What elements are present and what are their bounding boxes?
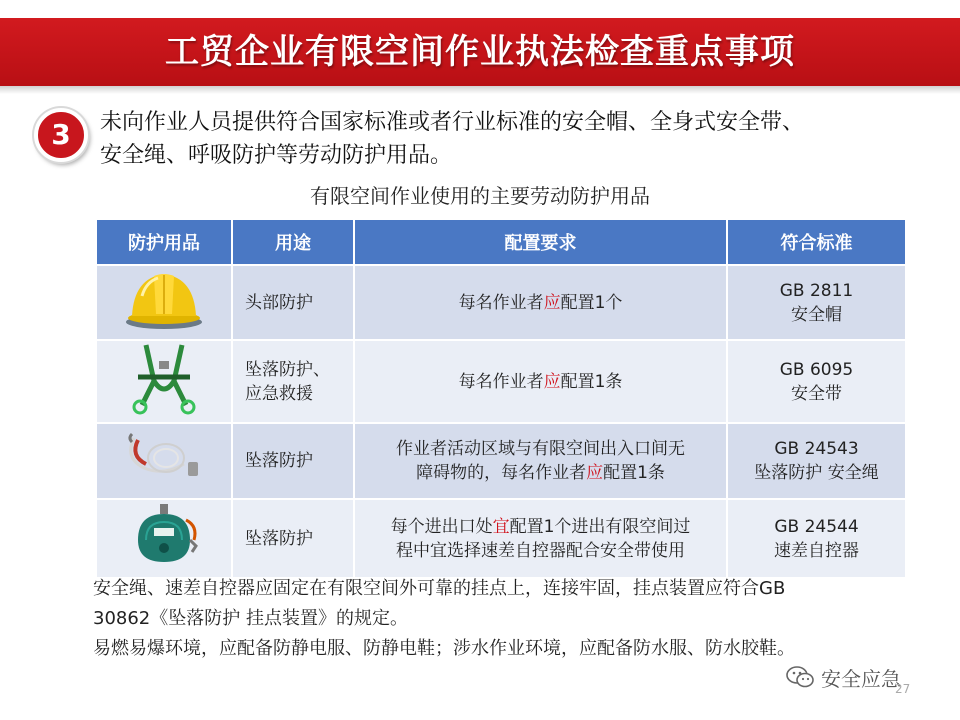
banner-shadow xyxy=(0,86,960,94)
requirement-text: 每名作业者 xyxy=(458,371,544,392)
requirement-text: 每名作业者 xyxy=(458,292,544,313)
standard-name: 安全帽 xyxy=(791,304,842,325)
standard-name: 速差自控器 xyxy=(774,540,859,561)
self-retracting-lifeline-icon xyxy=(124,500,204,570)
harness-image-cell xyxy=(97,340,232,423)
rope-image-cell xyxy=(97,423,232,499)
table-row xyxy=(97,499,905,577)
lifeline-image-cell xyxy=(97,499,232,577)
header-cell-standard: 符合标准 xyxy=(727,220,905,265)
requirement-emphasis: 宜 xyxy=(492,516,510,537)
requirement-emphasis: 应 xyxy=(543,292,561,313)
use-cell xyxy=(232,499,354,577)
header-cell-equipment: 防护用品 xyxy=(97,220,232,265)
use-line: 坠落防护、 xyxy=(245,359,330,380)
helmet-image-cell xyxy=(97,265,232,340)
table-caption: 有限空间作业使用的主要劳动防护用品 xyxy=(310,184,650,208)
requirement-cell xyxy=(354,265,727,340)
page-number: 27 xyxy=(895,682,911,696)
requirement-cell xyxy=(354,499,727,577)
requirement-emphasis: 应 xyxy=(586,463,604,483)
header-cell-use: 用途 xyxy=(232,220,354,265)
requirement-text: 配置1条 xyxy=(560,371,623,392)
table-row xyxy=(97,265,905,340)
notes-block xyxy=(93,574,923,664)
table-header-row xyxy=(97,220,905,265)
requirement-cell xyxy=(354,423,727,499)
wechat-icon xyxy=(785,664,815,690)
requirement-text: 每个进出口处 xyxy=(390,516,493,537)
standard-code: GB 2811 xyxy=(779,280,854,301)
standard-code: GB 24543 xyxy=(774,439,859,459)
watermark xyxy=(785,660,901,694)
note-line: 易燃易爆环境，应配备防静电服、防静电鞋；涉水作业环境，应配备防水服、防水胶鞋。 xyxy=(93,638,795,659)
table-row xyxy=(97,423,905,499)
use-line: 头部防护 xyxy=(245,292,313,313)
standard-code: GB 6095 xyxy=(779,359,854,380)
page-title: 工贸企业有限空间作业执法检查重点事项 xyxy=(165,32,795,72)
use-cell xyxy=(232,340,354,423)
requirement-text: 配置1个进出有限空间过 xyxy=(509,516,691,537)
use-cell xyxy=(232,265,354,340)
use-line: 应急救援 xyxy=(245,383,313,404)
watermark-text: 安全应急 xyxy=(821,666,901,691)
requirement-emphasis: 应 xyxy=(543,371,561,392)
standard-cell xyxy=(727,423,905,499)
requirement-text: 程中宜选择速差自控器配合安全带使用 xyxy=(396,540,685,561)
safety-helmet-icon xyxy=(124,266,204,332)
requirement-text: 作业者活动区域与有限空间出入口间无 xyxy=(396,439,685,459)
standard-name: 坠落防护 安全绳 xyxy=(754,463,879,483)
standard-code: GB 24544 xyxy=(774,516,859,537)
table-row xyxy=(97,340,905,423)
safety-harness-icon xyxy=(124,341,204,415)
protective-equipment-table xyxy=(97,220,905,577)
note-line: 30862《坠落防护 挂点装置》的规定。 xyxy=(93,608,408,629)
requirement-cell xyxy=(354,340,727,423)
use-cell xyxy=(232,423,354,499)
requirement-text: 配置1条 xyxy=(603,463,665,483)
note-line: 安全绳、速差自控器应固定在有限空间外可靠的挂点上，连接牢固，挂点装置应符合GB xyxy=(93,578,786,599)
item-text-line2: 安全绳、呼吸防护等劳动防护用品。 xyxy=(100,143,453,168)
requirement-text: 配置1个 xyxy=(560,292,623,313)
use-line: 坠落防护 xyxy=(245,528,313,549)
safety-rope-icon xyxy=(114,428,214,488)
item-text-line1: 未向作业人员提供符合国家标准或者行业标准的安全帽、全身式安全带、 xyxy=(100,110,805,135)
standard-cell xyxy=(727,499,905,577)
item-number-badge: 3 xyxy=(34,108,88,162)
header-cell-requirement: 配置要求 xyxy=(354,220,727,265)
requirement-text: 障碍物的，每名作业者 xyxy=(416,463,587,483)
standard-cell xyxy=(727,265,905,340)
item-text xyxy=(100,106,950,172)
standard-cell xyxy=(727,340,905,423)
standard-name: 安全带 xyxy=(791,383,842,404)
use-line: 坠落防护 xyxy=(245,451,313,471)
